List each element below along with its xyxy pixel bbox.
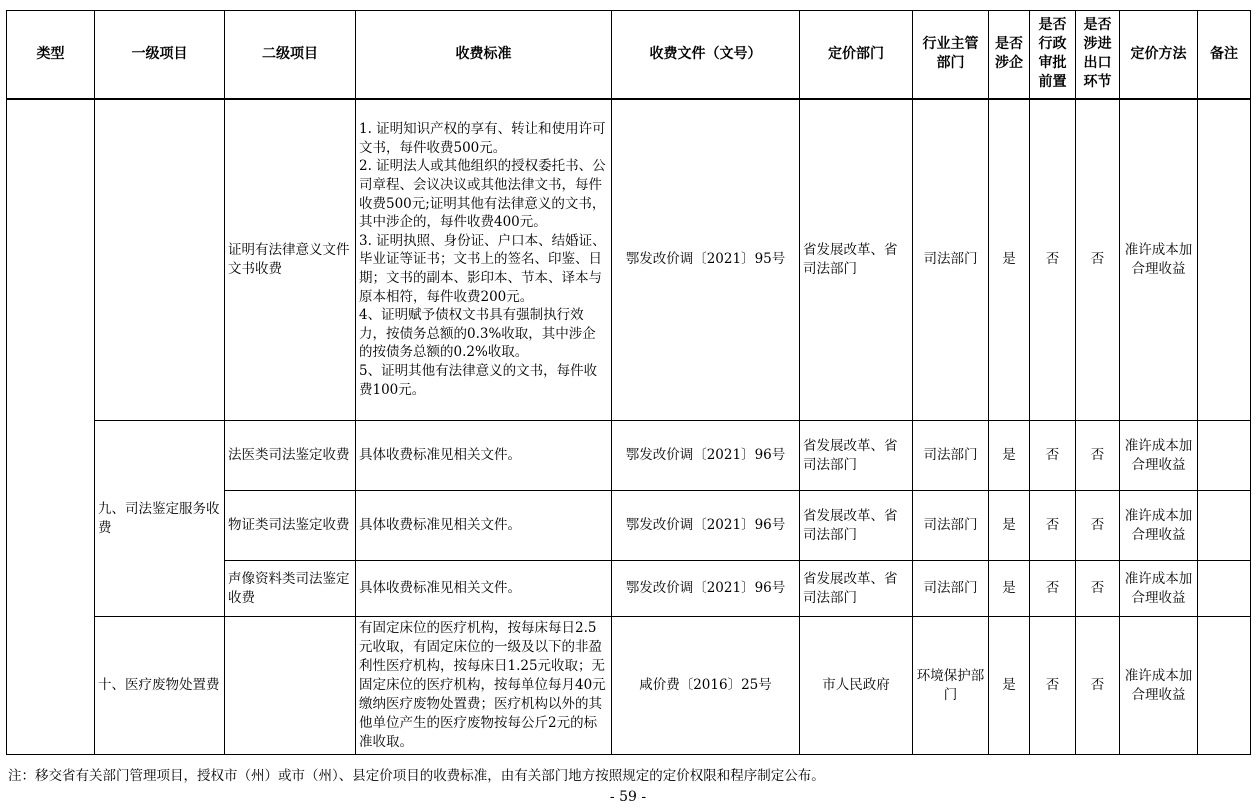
enterprise-cell: 是 (989, 617, 1030, 755)
level1-cell (95, 99, 225, 421)
type-cell (7, 99, 95, 755)
remark-cell (1198, 491, 1251, 561)
header-level1: 一级项目 (95, 11, 225, 99)
table-row (7, 617, 1251, 755)
header-remark: 备注 (1198, 11, 1251, 99)
authority-cell: 司法部门 (913, 99, 989, 421)
remark-cell (1198, 617, 1251, 755)
standard-line: 4、证明赋予债权文书具有强制执行效力，按债务总额的0.3%收取，其中涉企的按债务总额的0.2%收取。 (359, 307, 596, 361)
level2-cell: 物证类司法鉴定收费 (225, 491, 356, 561)
level2-cell: 法医类司法鉴定收费 (225, 421, 356, 491)
dept-cell: 省发展改革、省司法部门 (800, 421, 913, 491)
standard-cell: 有固定床位的医疗机构，按每床每日2.5元收取，有固定床位的一级及以下的非盈利性医疗机构，按每床日1.25元收取；无固定床位的医疗机构，按每单位每月40元缴纳医疗废物处置费；医疗机构以外的其他单位产生的医疗废物按每公斤2元的标准收取。 (356, 617, 612, 755)
standard-cell (356, 99, 612, 421)
header-importexport: 是否涉进出口环节 (1076, 11, 1120, 99)
enterprise-cell: 是 (989, 99, 1030, 421)
method-cell: 准许成本加合理收益 (1120, 421, 1198, 491)
document-cell: 鄂发改价调〔2021〕96号 (612, 561, 800, 617)
importexport-cell: 否 (1076, 491, 1120, 561)
table-row (7, 421, 1251, 491)
approval-cell: 否 (1030, 491, 1076, 561)
document-cell: 鄂发改价调〔2021〕96号 (612, 491, 800, 561)
document-cell: 鄂发改价调〔2021〕96号 (612, 421, 800, 491)
importexport-cell: 否 (1076, 617, 1120, 755)
approval-cell: 否 (1030, 421, 1076, 491)
enterprise-cell: 是 (989, 561, 1030, 617)
header-method: 定价方法 (1120, 11, 1198, 99)
remark-cell (1198, 99, 1251, 421)
header-level2: 二级项目 (225, 11, 356, 99)
importexport-cell: 否 (1076, 421, 1120, 491)
approval-cell: 否 (1030, 561, 1076, 617)
method-cell: 准许成本加合理收益 (1120, 561, 1198, 617)
header-row (7, 11, 1251, 99)
authority-cell: 环境保护部门 (913, 617, 989, 755)
header-standard: 收费标准 (356, 11, 612, 99)
standard-line: 3. 证明执照、身份证、户口本、结婚证、毕业证等证书；文书上的签名、印鉴、日期；文书的副本、影印本、节本、译本与原本相符，每件收费200元。 (359, 232, 606, 305)
method-cell: 准许成本加合理收益 (1120, 99, 1198, 421)
approval-cell: 否 (1030, 99, 1076, 421)
enterprise-cell: 是 (989, 421, 1030, 491)
method-cell: 准许成本加合理收益 (1120, 491, 1198, 561)
remark-cell (1198, 561, 1251, 617)
dept-cell: 市人民政府 (800, 617, 913, 755)
fee-table (6, 10, 1251, 755)
table-row (7, 99, 1251, 421)
standard-cell: 具体收费标准见相关文件。 (356, 421, 612, 491)
method-cell: 准许成本加合理收益 (1120, 617, 1198, 755)
approval-cell: 否 (1030, 617, 1076, 755)
authority-cell: 司法部门 (913, 491, 989, 561)
header-authority: 行业主管部门 (913, 11, 989, 99)
authority-cell: 司法部门 (913, 561, 989, 617)
authority-cell: 司法部门 (913, 421, 989, 491)
header-dept: 定价部门 (800, 11, 913, 99)
footnote: 注：移交省有关部门管理项目，授权市（州）或市（州）、县定价项目的收费标准，由有关部门地方按照规定的定价权限和程序制定公布。 (8, 768, 825, 784)
page-number: - 59 - (609, 789, 647, 805)
standard-line: 5、证明其他有法律意义的文书，每件收费100元。 (359, 363, 598, 398)
dept-cell: 省发展改革、省司法部门 (800, 99, 913, 421)
level1-cell: 九、司法鉴定服务收费 (95, 421, 225, 617)
level2-cell (225, 617, 356, 755)
header-enterprise: 是否涉企 (989, 11, 1030, 99)
header-approval: 是否行政审批前置 (1030, 11, 1076, 99)
standard-line: 2. 证明法人或其他组织的授权委托书、公司章程、会议决议或其他法律文书，每件收费500元;证明其他有法律意义的文书，其中涉企的，每件收费400元。 (359, 158, 606, 231)
dept-cell: 省发展改革、省司法部门 (800, 491, 913, 561)
importexport-cell: 否 (1076, 99, 1120, 421)
level1-cell: 十、医疗废物处置费 (95, 617, 225, 755)
importexport-cell: 否 (1076, 561, 1120, 617)
standard-line: 1. 证明知识产权的享有、转让和使用许可文书，每件收费500元。 (359, 121, 606, 156)
standard-cell: 具体收费标准见相关文件。 (356, 561, 612, 617)
header-type: 类型 (7, 11, 95, 99)
document-cell: 鄂发改价调〔2021〕95号 (612, 99, 800, 421)
level2-cell: 证明有法律意义文件文书收费 (225, 99, 356, 421)
standard-cell: 具体收费标准见相关文件。 (356, 491, 612, 561)
level2-cell: 声像资料类司法鉴定收费 (225, 561, 356, 617)
dept-cell: 省发展改革、省司法部门 (800, 561, 913, 617)
remark-cell (1198, 421, 1251, 491)
enterprise-cell: 是 (989, 491, 1030, 561)
header-document: 收费文件（文号） (612, 11, 800, 99)
document-cell: 咸价费〔2016〕25号 (612, 617, 800, 755)
